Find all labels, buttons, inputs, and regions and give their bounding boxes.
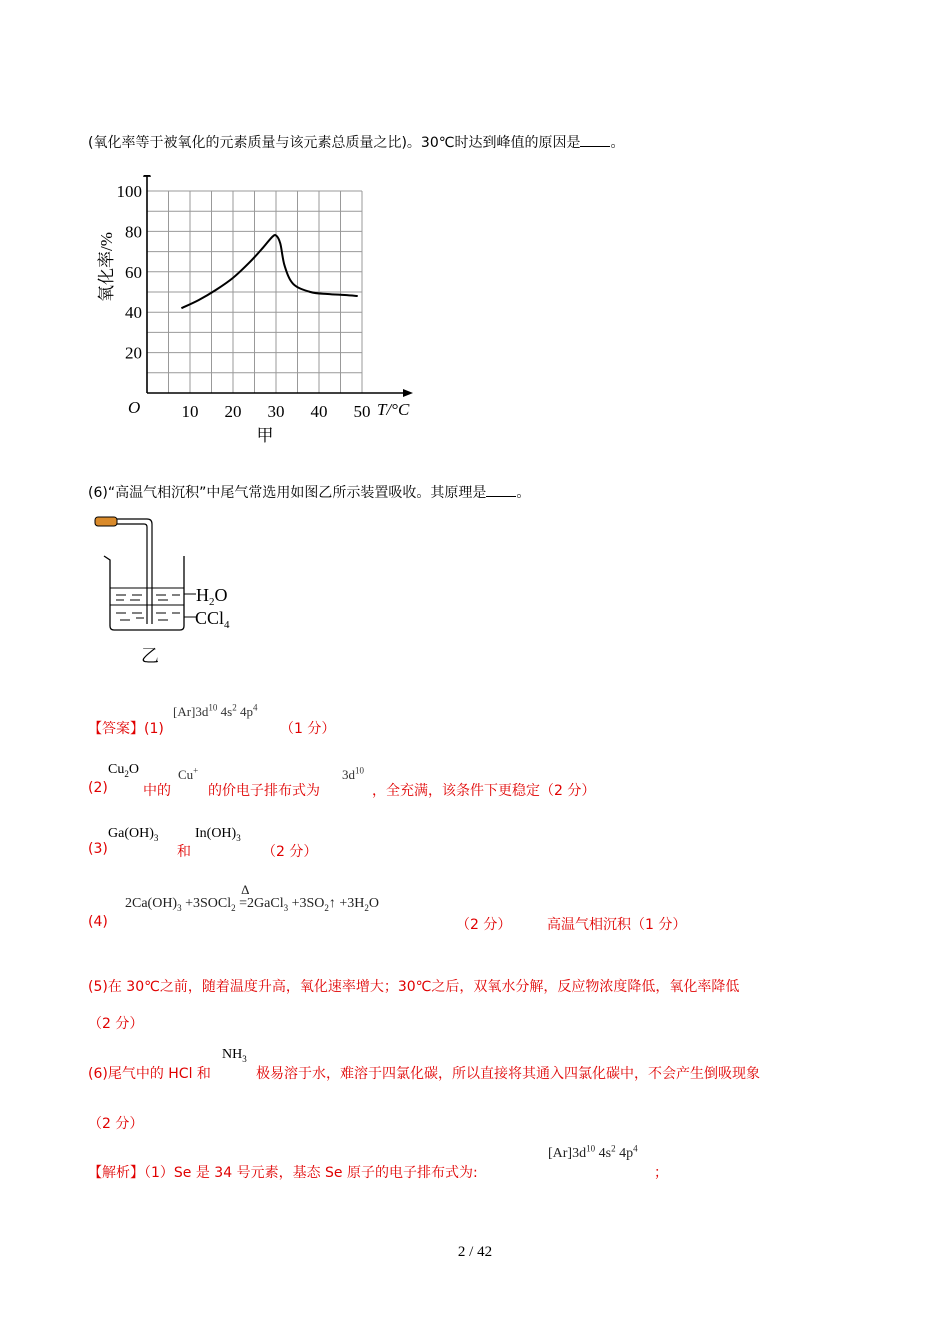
- liquid-layers: [116, 595, 180, 620]
- answer-6-pre: (6)尾气中的 HCl 和: [88, 1066, 211, 1082]
- answer-1-score: （1 分）: [280, 721, 336, 737]
- answer-1: [88, 718, 164, 738]
- ccl4-label: CCl$_4$: [195, 608, 230, 631]
- rubber-tube: [95, 517, 117, 526]
- analysis-end: ；: [654, 1165, 668, 1181]
- answer-4-score: （2 分）: [456, 917, 512, 933]
- answer-6-post: 极易溶于水，难溶于四氯化碳，所以直接将其通入四氯化碳中，不会产生倒吸现象: [256, 1066, 760, 1082]
- answer-blank: [486, 496, 516, 497]
- y-tick-label: 80: [125, 222, 142, 242]
- x-axis-arrow: [403, 389, 413, 397]
- analysis-label: 【解析】: [88, 1165, 144, 1181]
- h2o-label: $H_2O$: [196, 585, 228, 608]
- page-number: 2 / 42: [457, 1244, 493, 1260]
- question-5-sentence: (氧化率等于被氧化的元素质量与该元素总质量之比)。30℃时达到峰值的原因是: [88, 135, 581, 151]
- chart-caption: 甲: [256, 426, 274, 445]
- answer-2-3d10: $3d^{10}$: [342, 765, 364, 782]
- question-6-text: [88, 482, 530, 502]
- oxidation-rate-chart: [90, 175, 430, 450]
- answer-2-t1: 中的: [143, 783, 171, 799]
- answer-5-line2: （2 分）: [88, 1016, 144, 1032]
- question-6-end: 。: [516, 485, 531, 501]
- answer-2-num: (2): [88, 780, 108, 796]
- answer-6-line2: （2 分）: [88, 1116, 144, 1132]
- answer-3-score: （2 分）: [262, 844, 318, 860]
- x-tick-label: 20: [224, 402, 242, 421]
- chart-axes: [143, 175, 413, 397]
- x-tick-label: 10: [181, 402, 199, 421]
- y-tick-label: 60: [125, 262, 142, 282]
- answer-3-num: (3): [88, 841, 108, 857]
- y-axis-arrow: [143, 175, 151, 177]
- beaker: [104, 556, 184, 630]
- chart-grid: [147, 191, 362, 393]
- analysis-line: [88, 1162, 478, 1182]
- answer-3-gaoh3: $Ga(OH)_3$: [108, 826, 159, 843]
- answer-1-formula: $[Ar]3d^{10}$ $4s^2$ $4p^4$: [173, 702, 258, 719]
- answer-blank: [580, 146, 610, 147]
- answer-2-t3: ，全充满，该条件下更稳定（2 分）: [372, 783, 596, 799]
- analysis-text: （1）Se 是 34 号元素，基态 Se 原子的电子排布式为:: [144, 1165, 478, 1181]
- answer-2-t2: 的价电子排布式为: [208, 783, 320, 799]
- absorption-apparatus-figure: [92, 512, 252, 672]
- answer-4-extra: 高温气相沉积（1 分）: [547, 917, 687, 933]
- x-tick-label: 40: [310, 402, 328, 421]
- y-tick-label: 40: [125, 303, 142, 323]
- y-axis-label: 氧化率/%: [97, 232, 116, 302]
- answer-3-t1: 和: [177, 844, 191, 860]
- answer-4-num: (4): [88, 914, 108, 930]
- x-axis-label: T/°C: [377, 400, 410, 419]
- x-tick-label: 30: [267, 402, 285, 421]
- question-5-text: [88, 132, 624, 152]
- answer-5-line1: (5)在 30℃之前，随着温度升高，氧化速率增大；30℃之后，双氧水分解，反应物浓度降低，氧化率降低: [88, 979, 740, 995]
- answer-6-nh3: $NH_3$: [222, 1047, 247, 1064]
- y-tick-label: 100: [116, 182, 142, 201]
- answer-label: 【答案】(1): [88, 721, 164, 737]
- answer-4-equation: $2Ca(OH)_3$ +3SOCl$_2$ Δ =2GaCl$_3$ $+3SO_2↑ +3H_2O$: [125, 882, 380, 913]
- figure-b-caption: 乙: [141, 646, 159, 666]
- answer-3-inoh3: $In(OH)_3$: [195, 826, 241, 843]
- question-5-end: 。: [610, 135, 625, 151]
- y-tick-label: 20: [125, 343, 142, 363]
- analysis-formula: $[Ar]3d^{10}$ $4s^2$ $4p^4$: [548, 1143, 638, 1161]
- question-6-sentence: (6)“高温气相沉积”中尾气常选用如图乙所示装置吸收。其原理是: [88, 485, 487, 501]
- answer-2-cu-ion: Cu+: [178, 765, 199, 782]
- answer-2-cu2o: $Cu_2O$: [108, 762, 139, 779]
- origin-label: O: [128, 398, 141, 417]
- chart-tick-labels: [117, 182, 371, 421]
- x-tick-label: 50: [353, 402, 371, 421]
